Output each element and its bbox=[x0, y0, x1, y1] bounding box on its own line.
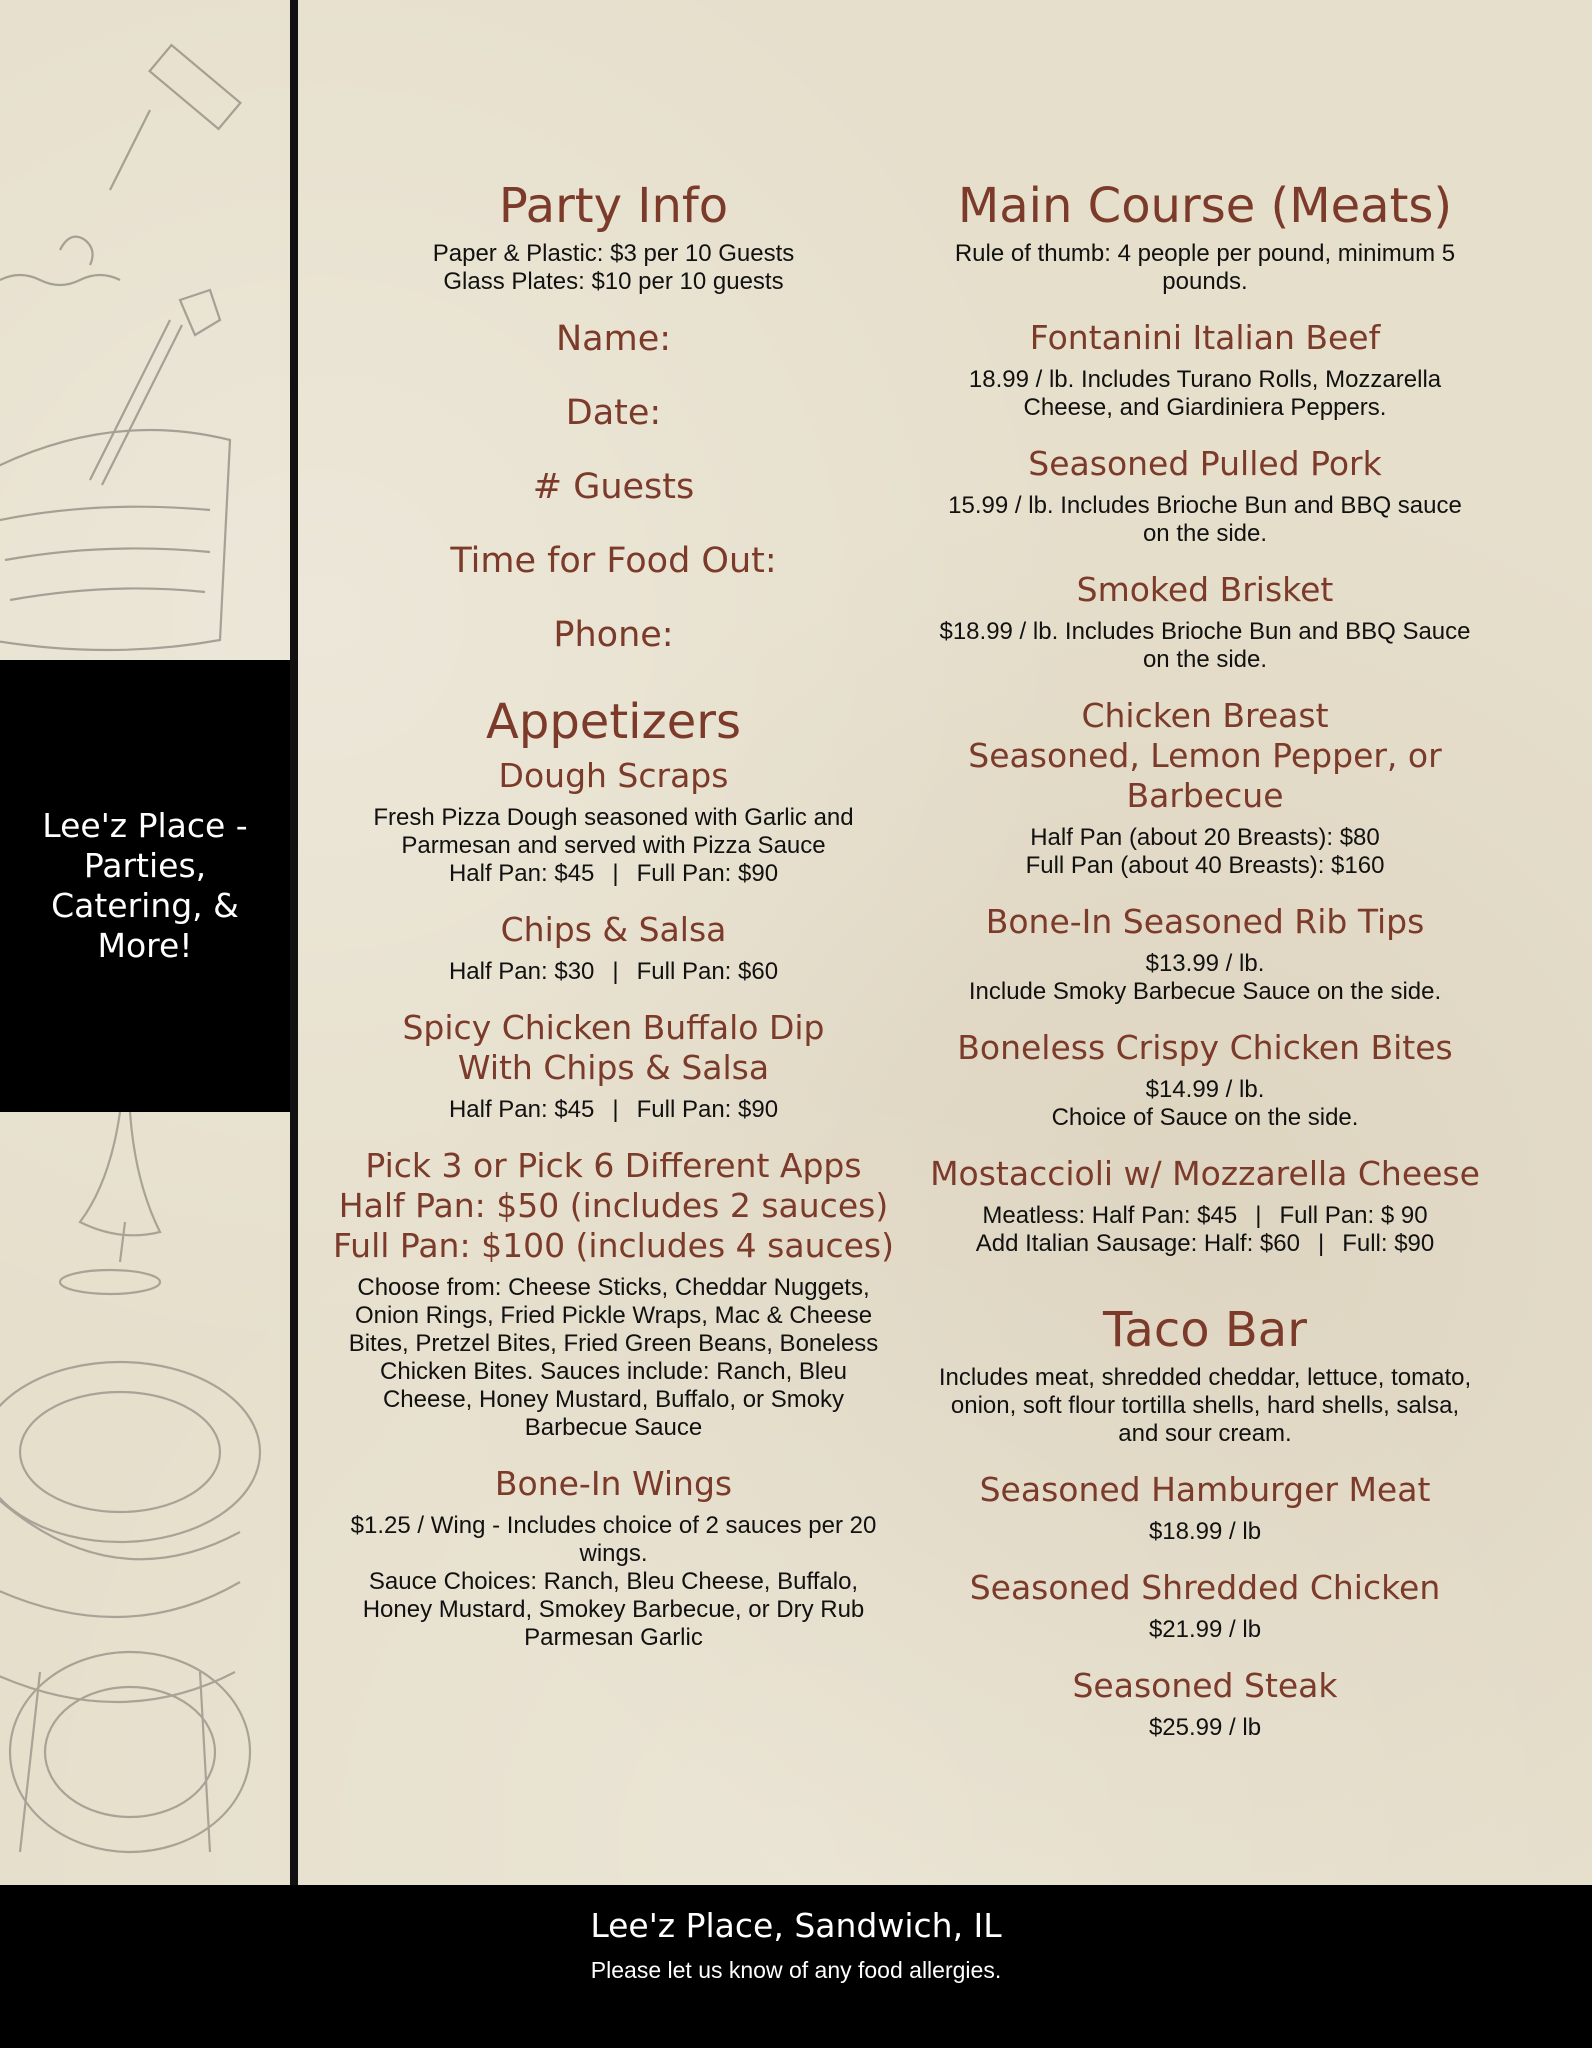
menu-item-title: Seasoned Steak bbox=[1072, 1666, 1338, 1705]
half-pan-price: Half Pan: $30 bbox=[448, 958, 595, 985]
full-pan-price: Full Pan: $60 bbox=[636, 958, 779, 985]
field-label-phone: Phone: bbox=[553, 615, 674, 655]
left-rail bbox=[0, 0, 290, 1885]
menu-item-title: With Chips & Salsa bbox=[457, 1048, 770, 1087]
full-pan-price: Full: $90 bbox=[1342, 1230, 1435, 1257]
tagline-panel bbox=[0, 660, 290, 1112]
menu-item-title: Spicy Chicken Buffalo Dip bbox=[402, 1008, 825, 1047]
menu-item-desc: on the side. bbox=[1142, 646, 1268, 673]
left-column bbox=[326, 178, 901, 1652]
full-pan-price: Full Pan: $90 bbox=[636, 1096, 779, 1123]
taco-bar-desc: and sour cream. bbox=[1118, 1420, 1292, 1447]
menu-item-desc: Chicken Bites. Sauces include: Ranch, Bleu bbox=[380, 1358, 847, 1385]
menu-item-desc: $13.99 / lb. bbox=[1145, 950, 1265, 977]
menu-item-price bbox=[326, 1096, 901, 1124]
menu-item-title: Smoked Brisket bbox=[1076, 570, 1334, 609]
rule-of-thumb: Rule of thumb: 4 people per pound, minimum 5 bbox=[954, 240, 1456, 267]
menu-item-price: $18.99 / lb bbox=[1148, 1518, 1262, 1545]
party-info-line: Paper & Plastic: $3 per 10 Guests bbox=[432, 240, 795, 267]
menu-item-title: Fontanini Italian Beef bbox=[1029, 318, 1381, 357]
menu-item-desc: Half Pan (about 20 Breasts): $80 bbox=[1030, 824, 1380, 851]
main-course-heading: Main Course (Meats) bbox=[957, 178, 1453, 234]
menu-item-title: Dough Scraps bbox=[498, 756, 729, 795]
menu-item-price bbox=[326, 860, 901, 888]
field-label-name: Name: bbox=[555, 319, 672, 359]
menu-item-desc: Bites, Pretzel Bites, Fried Green Beans, Boneless bbox=[348, 1330, 879, 1357]
menu-item-desc: Honey Mustard, Smokey Barbecue, or Dry Rub bbox=[362, 1596, 865, 1623]
right-column bbox=[905, 178, 1505, 1742]
menu-item-title: Chicken Breast bbox=[1081, 696, 1329, 735]
price-separator: | bbox=[1317, 1230, 1325, 1257]
menu-item-title: Seasoned, Lemon Pepper, or bbox=[968, 736, 1442, 775]
menu-item-desc: Full Pan (about 40 Breasts): $160 bbox=[1025, 852, 1385, 879]
menu-item-price: $25.99 / lb bbox=[1148, 1714, 1262, 1741]
menu-item-title: Chips & Salsa bbox=[500, 910, 727, 949]
menu-item-title: Pick 3 or Pick 6 Different Apps bbox=[365, 1146, 862, 1185]
menu-item-desc: Onion Rings, Fried Pickle Wraps, Mac & Cheese bbox=[354, 1302, 873, 1329]
field-label-date: Date: bbox=[565, 393, 662, 433]
menu-item-desc: Barbecue Sauce bbox=[524, 1414, 703, 1441]
menu-item-title: Seasoned Shredded Chicken bbox=[969, 1568, 1441, 1607]
price-separator: | bbox=[612, 1096, 619, 1123]
barrel-sketch-illustration bbox=[0, 1112, 290, 1885]
menu-item-desc: Choose from: Cheese Sticks, Cheddar Nuggets, bbox=[357, 1274, 870, 1301]
menu-item-title: Bone-In Wings bbox=[494, 1464, 733, 1503]
menu-item-price bbox=[905, 1230, 1505, 1258]
menu-item-title: Bone-In Seasoned Rib Tips bbox=[985, 902, 1425, 941]
menu-item-title: Half Pan: $50 (includes 2 sauces) bbox=[338, 1186, 889, 1225]
footer bbox=[0, 1885, 1592, 2048]
half-pan-price: Half Pan: $45 bbox=[448, 1096, 595, 1123]
menu-item-title: Barbecue bbox=[1126, 776, 1284, 815]
price-separator: | bbox=[612, 860, 619, 887]
menu-item-price bbox=[326, 958, 901, 986]
sidebar-tagline: Lee'z Place - Parties, Catering, & More! bbox=[42, 806, 248, 965]
menu-item-title: Full Pan: $100 (includes 4 sauces) bbox=[333, 1226, 894, 1265]
menu-item-desc: 15.99 / lb. Includes Brioche Bun and BBQ sauce bbox=[948, 492, 1462, 519]
menu-item-desc: $14.99 / lb. bbox=[1145, 1076, 1265, 1103]
full-pan-price: Full Pan: $90 bbox=[636, 860, 779, 887]
half-pan-price: Meatless: Half Pan: $45 bbox=[982, 1202, 1238, 1229]
menu-item-desc: Parmesan Garlic bbox=[524, 1624, 703, 1651]
taco-bar-desc: onion, soft flour tortilla shells, hard shells, salsa, bbox=[950, 1392, 1460, 1419]
vertical-divider bbox=[290, 0, 298, 1885]
menu-item-desc: Cheese, and Giardiniera Peppers. bbox=[1023, 394, 1387, 421]
menu-item-desc: $1.25 / Wing - Includes choice of 2 sauces per 20 bbox=[350, 1512, 877, 1539]
menu-item-desc: 18.99 / lb. Includes Turano Rolls, Mozzarella bbox=[968, 366, 1442, 393]
menu-item-desc: Cheese, Honey Mustard, Buffalo, or Smoky bbox=[382, 1386, 845, 1413]
rule-of-thumb: pounds. bbox=[1162, 268, 1248, 295]
menu-item-desc: on the side. bbox=[1142, 520, 1268, 547]
full-pan-price: Full Pan: $ 90 bbox=[1279, 1202, 1428, 1229]
menu-item-desc: $18.99 / lb. Includes Brioche Bun and BBQ Sauce bbox=[939, 618, 1471, 645]
half-pan-price: Add Italian Sausage: Half: $60 bbox=[975, 1230, 1300, 1257]
field-label-guests: # Guests bbox=[532, 467, 695, 507]
corkscrew-sketch-illustration bbox=[0, 0, 290, 660]
taco-bar-heading: Taco Bar bbox=[1103, 1302, 1307, 1358]
menu-item-desc: Choice of Sauce on the side. bbox=[1051, 1104, 1359, 1131]
appetizers-heading: Appetizers bbox=[486, 694, 741, 750]
taco-bar-desc: Includes meat, shredded cheddar, lettuce, tomato, bbox=[938, 1364, 1472, 1391]
menu-item-desc: Fresh Pizza Dough seasoned with Garlic and bbox=[373, 804, 854, 831]
party-info-heading: Party Info bbox=[498, 178, 729, 234]
menu-item-title: Seasoned Pulled Pork bbox=[1028, 444, 1382, 483]
footer-restaurant-name: Lee'z Place, Sandwich, IL bbox=[590, 1906, 1002, 1945]
footer-allergy-note: Please let us know of any food allergies. bbox=[590, 1957, 1002, 1983]
field-label-time: Time for Food Out: bbox=[450, 541, 777, 581]
menu-item-title: Mostaccioli w/ Mozzarella Cheese bbox=[930, 1154, 1480, 1193]
menu-item-desc: wings. bbox=[579, 1540, 648, 1567]
menu-item-title: Seasoned Hamburger Meat bbox=[979, 1470, 1431, 1509]
price-separator: | bbox=[612, 958, 619, 985]
party-info-line: Glass Plates: $10 per 10 guests bbox=[443, 268, 784, 295]
menu-item-price: $21.99 / lb bbox=[1148, 1616, 1262, 1643]
menu-item-title: Boneless Crispy Chicken Bites bbox=[957, 1028, 1453, 1067]
half-pan-price: Half Pan: $45 bbox=[448, 860, 595, 887]
menu-item-desc: Include Smoky Barbecue Sauce on the side. bbox=[968, 978, 1442, 1005]
menu-item-desc: Parmesan and served with Pizza Sauce bbox=[401, 832, 826, 859]
menu-item-desc: Sauce Choices: Ranch, Bleu Cheese, Buffalo, bbox=[368, 1568, 859, 1595]
menu-item-price bbox=[905, 1202, 1505, 1230]
price-separator: | bbox=[1255, 1202, 1262, 1229]
